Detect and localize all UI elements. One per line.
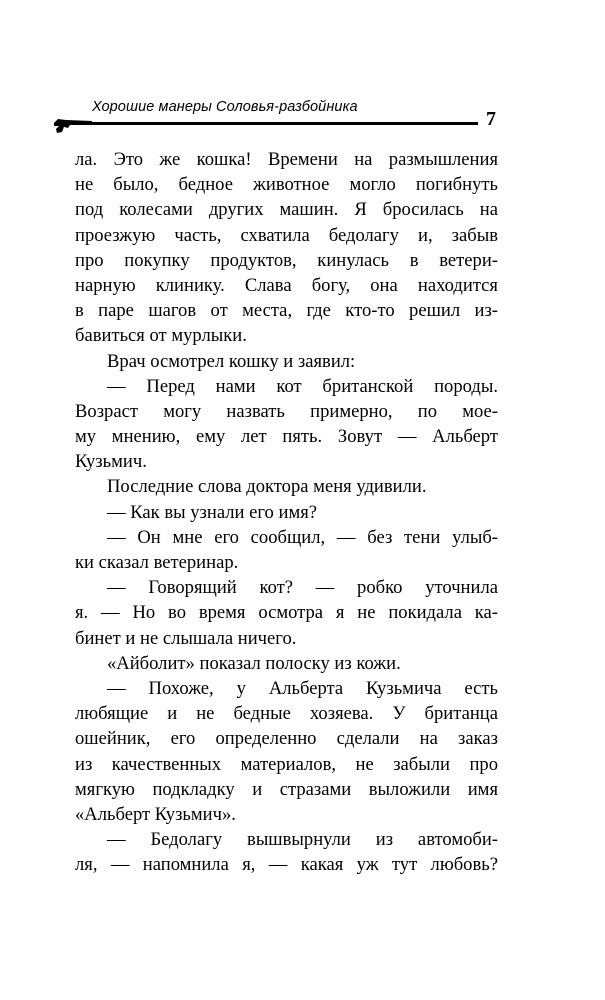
text-line: любящие и не бедные хозяева. У британца <box>75 703 498 725</box>
text-line: Последние слова доктора меня удивили. <box>107 476 427 498</box>
text-line: не было, бедное животное могло погибнуть <box>75 174 498 196</box>
text-line: му мнению, ему лет пять. Зовут — Альберт <box>75 426 498 448</box>
running-title: Хорошие манеры Соловья-разбойника <box>92 99 358 115</box>
text-line: Врач осмотрел кошку и заявил: <box>107 350 356 372</box>
text-line: бинет и не слышала ничего. <box>75 627 297 649</box>
text-line: бавиться от мурлыки. <box>75 325 247 347</box>
text-line: ля, — напомнила я, — какая уж тут любовь? <box>75 854 498 876</box>
text-line: из качественных материалов, не забыли про <box>75 753 498 775</box>
text-line: мягкую подкладку и стразами выложили имя <box>75 778 498 800</box>
text-line: проезжую часть, схватила бедолагу и, забыв <box>75 224 498 246</box>
text-line: — Как вы узнали его имя? <box>107 501 318 523</box>
text-line: ла. Это же кошка! Времени на размышления <box>75 149 498 170</box>
text-line: нарную клинику. Слава богу, она находится <box>75 274 498 296</box>
text-line: в паре шагов от места, где кто-то решил из- <box>75 300 498 322</box>
text-line: ки сказал ветеринар. <box>75 552 239 573</box>
pistol-icon <box>52 116 94 134</box>
text-line: «Айболит» показал полоску из кожи. <box>107 652 401 674</box>
text-line: — Похоже, у Альберта Кузьмича есть <box>107 677 498 699</box>
text-line: ошейник, его определенно сделали на заказ <box>75 728 498 750</box>
text-line: Возраст могу назвать примерно, по мое- <box>75 400 498 422</box>
text-line: я. — Но во время осмотра я не покидала ка- <box>75 602 498 624</box>
text-line: про покупку продуктов, кинулась в ветери- <box>75 249 498 271</box>
page-number: 7 <box>486 108 496 130</box>
body-text <box>75 147 498 877</box>
running-header <box>52 96 510 136</box>
text-line: — Он мне его сообщил, — без тени улыб- <box>107 526 498 548</box>
text-line: — Говорящий кот? — робко уточнила <box>107 577 498 599</box>
text-line: — Бедолагу вышвырнули из автомоби- <box>107 829 498 851</box>
text-line: — Перед нами кот британской породы. <box>107 375 498 397</box>
header-rule <box>86 122 478 125</box>
text-line: «Альберт Кузьмич». <box>75 803 236 825</box>
text-line: под колесами других машин. Я бросилась на <box>75 199 498 221</box>
text-line: Кузьмич. <box>75 451 147 473</box>
